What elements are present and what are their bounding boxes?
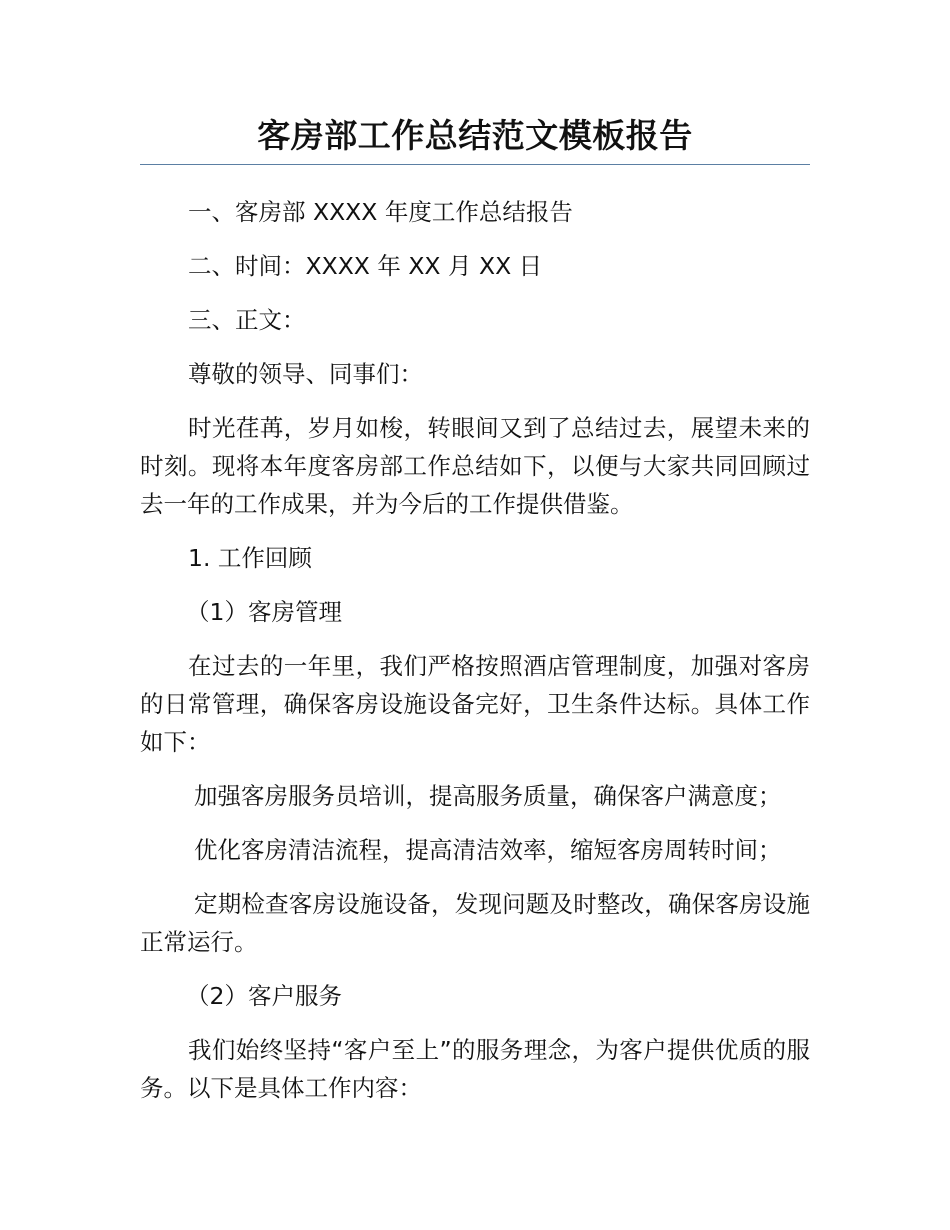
- salutation: 尊敬的领导、同事们：: [188, 360, 423, 388]
- heading-report-name: 一、客房部 XXXX 年度工作总结报告: [188, 198, 573, 226]
- subsection-room-management: （1）客房管理: [186, 598, 342, 626]
- title-underline: [140, 164, 810, 165]
- intro-paragraph: 时光荏苒，岁月如梭，转眼间又到了总结过去，展望未来的时刻。现将本年度客房部工作总结如下，以便与大家共同回顾过去一年的工作成果，并为今后的工作提供借鉴。: [140, 414, 810, 518]
- customer-service-paragraph: 我们始终坚持“客户至上”的服务理念，为客户提供优质的服务。以下是具体工作内容：: [140, 1036, 810, 1102]
- document-page: [140, 0, 810, 1123]
- section-work-review: 1. 工作回顾: [188, 544, 312, 572]
- heading-date: 二、时间：XXXX 年 XX 月 XX 日: [188, 252, 543, 280]
- document-body: [140, 193, 810, 1107]
- heading-body: 三、正文：: [188, 306, 306, 334]
- room-management-paragraph: 在过去的一年里，我们严格按照酒店管理制度，加强对客房的日常管理，确保客房设施设备完好，卫生条件达标。具体工作如下：: [140, 652, 810, 756]
- room-item-training: 加强客房服务员培训，提高服务质量，确保客户满意度；: [194, 782, 782, 810]
- room-item-inspection: 定期检查客房设施设备，发现问题及时整改，确保客房设施正常运行。: [140, 890, 810, 956]
- room-item-cleaning: 优化客房清洁流程，提高清洁效率，缩短客房周转时间；: [194, 836, 782, 864]
- subsection-customer-service: （2）客户服务: [186, 982, 342, 1010]
- document-title: 客房部工作总结范文模板报告: [257, 116, 693, 155]
